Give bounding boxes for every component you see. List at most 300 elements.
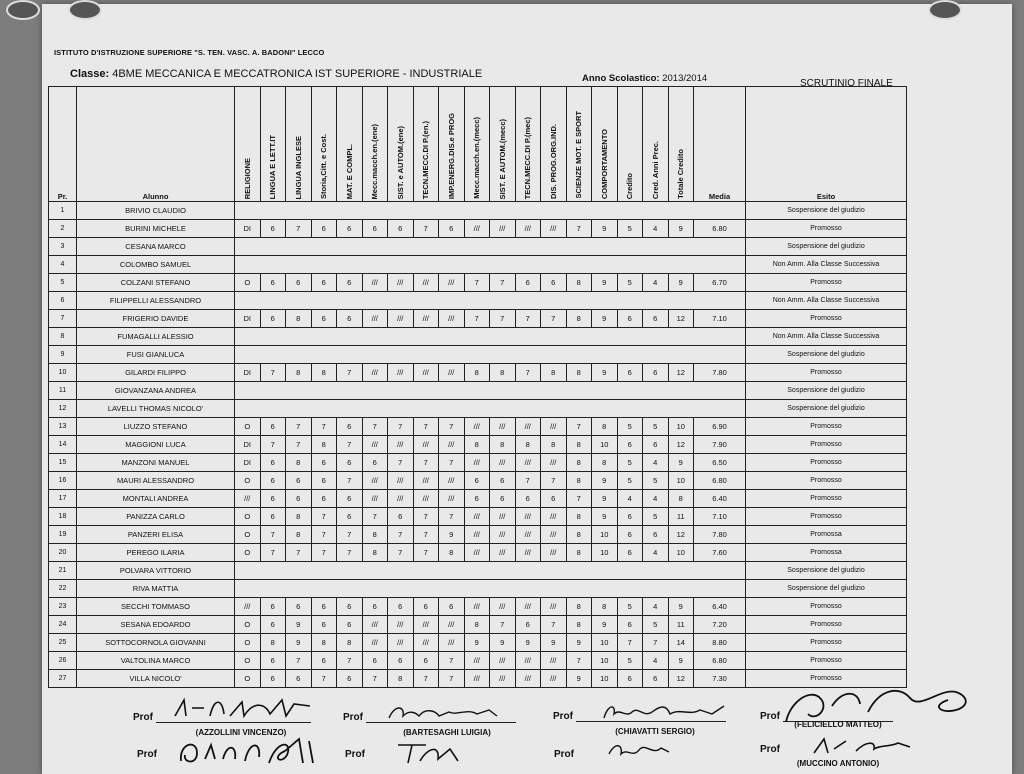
student-name: RIVA MATTIA — [77, 580, 235, 598]
grade-cell: /// — [235, 490, 261, 508]
esito-cell: Promosso — [746, 418, 907, 436]
student-name: SOTTOCORNOLA GIOVANNI — [77, 634, 235, 652]
student-name: BRIVIO CLAUDIO — [77, 202, 235, 220]
grade-cell: 8 — [388, 670, 414, 688]
teacher-name: (AZZOLLINI VINCENZO) — [195, 728, 287, 737]
grade-cell: 9 — [668, 454, 694, 472]
handwritten-signature — [605, 738, 675, 762]
grade-cell: 6 — [286, 274, 312, 292]
grade-cell: 7 — [337, 652, 363, 670]
esito-cell: Non Amm. Alla Classe Successiva — [746, 292, 907, 310]
header-subject-label: Cred. Anni Prec. — [650, 140, 660, 199]
media-cell: 6.80 — [694, 472, 746, 490]
grade-cell: 7 — [311, 544, 337, 562]
student-name: GILARDI FILIPPO — [77, 364, 235, 382]
grade-cell: /// — [388, 310, 414, 328]
grade-cell: 6 — [515, 274, 541, 292]
row-number: 27 — [49, 670, 77, 688]
signature-prof-label: Prof — [133, 712, 153, 723]
grade-cell: 9 — [592, 310, 618, 328]
grade-cell: /// — [515, 526, 541, 544]
grade-cell: 7 — [464, 310, 490, 328]
grade-cell: /// — [413, 490, 439, 508]
grade-cell: 7 — [439, 670, 465, 688]
grades-table — [48, 86, 907, 688]
signature-prof-label: Prof — [760, 744, 780, 755]
grade-cell: 9 — [286, 634, 312, 652]
signature-6 — [345, 749, 365, 760]
table-row — [49, 328, 907, 346]
grade-cell: /// — [464, 454, 490, 472]
grade-cell: 9 — [592, 274, 618, 292]
signature-5 — [137, 749, 157, 760]
signature-prof-label: Prof — [345, 749, 365, 760]
media-cell: 7.80 — [694, 364, 746, 382]
grade-cell: 8 — [566, 310, 592, 328]
signature-prof-label: Prof — [137, 749, 157, 760]
esito-cell: Promosso — [746, 472, 907, 490]
student-name: PANIZZA CARLO — [77, 508, 235, 526]
grade-cell: /// — [362, 616, 388, 634]
grade-cell: 8 — [566, 436, 592, 454]
esito-cell: Promosso — [746, 454, 907, 472]
grade-cell: 7 — [541, 616, 567, 634]
class-line — [70, 68, 482, 80]
student-name: FUMAGALLI ALESSIO — [77, 328, 235, 346]
grade-cell: 6 — [515, 490, 541, 508]
grade-cell: 6 — [311, 220, 337, 238]
esito-cell: Promosso — [746, 670, 907, 688]
grade-cell: 9 — [592, 364, 618, 382]
row-number: 24 — [49, 616, 77, 634]
table-row — [49, 202, 907, 220]
grade-cell: 8 — [286, 508, 312, 526]
grade-cell: 6 — [617, 436, 643, 454]
grade-cell: 8 — [362, 526, 388, 544]
grade-cell: 7 — [260, 436, 286, 454]
media-cell: 6.90 — [694, 418, 746, 436]
grade-cell: 6 — [515, 616, 541, 634]
grade-cell: 7 — [388, 418, 414, 436]
handwritten-signature — [175, 735, 325, 767]
table-row — [49, 346, 907, 364]
student-name: POLVARA VITTORIO — [77, 562, 235, 580]
grade-cell: /// — [490, 454, 516, 472]
grade-cell: 9 — [592, 508, 618, 526]
grade-cell: 7 — [566, 490, 592, 508]
grade-cell: O — [235, 472, 261, 490]
grade-cell: 8 — [566, 364, 592, 382]
grade-cell: 7 — [439, 652, 465, 670]
header-subject — [490, 87, 516, 202]
grade-cell: 6 — [260, 310, 286, 328]
handwritten-signature — [600, 700, 730, 726]
esito-cell: Non Amm. Alla Classe Successiva — [746, 256, 907, 274]
media-cell: 6.50 — [694, 454, 746, 472]
grade-cell: 6 — [388, 220, 414, 238]
grade-cell: /// — [464, 220, 490, 238]
grade-cell: 6 — [362, 454, 388, 472]
grade-cell: 7 — [337, 472, 363, 490]
grade-cell: 6 — [337, 616, 363, 634]
grade-cell: 8 — [566, 472, 592, 490]
grade-cell: /// — [388, 274, 414, 292]
grade-cell: 6 — [413, 652, 439, 670]
header-subject-label: COMPORTAMENTO — [599, 128, 609, 199]
esito-cell: Sospensione del giudizio — [746, 580, 907, 598]
student-name: SECCHI TOMMASO — [77, 598, 235, 616]
grade-cell: O — [235, 418, 261, 436]
pin-second — [68, 0, 102, 20]
grade-cell: /// — [362, 310, 388, 328]
grade-cell: 9 — [439, 526, 465, 544]
grade-cell: 6 — [311, 310, 337, 328]
grade-cell: DI — [235, 220, 261, 238]
grade-cell: 8 — [311, 634, 337, 652]
grade-cell: /// — [362, 436, 388, 454]
grade-cell: 6 — [286, 670, 312, 688]
teacher-name: (MUCCINO ANTONIO) — [796, 759, 880, 768]
grade-cell: 11 — [668, 508, 694, 526]
grade-cell: 5 — [643, 418, 669, 436]
header-subject — [643, 87, 669, 202]
grade-cell: /// — [464, 508, 490, 526]
header-subject-label: Mecc.macch.en.(ene) — [370, 123, 380, 199]
empty-grades-cell — [235, 400, 746, 418]
grade-cell: 5 — [643, 508, 669, 526]
row-number: 16 — [49, 472, 77, 490]
header-subject — [541, 87, 567, 202]
grade-cell: O — [235, 526, 261, 544]
grade-cell: 10 — [592, 652, 618, 670]
student-name: COLOMBO SAMUEL — [77, 256, 235, 274]
table-row — [49, 544, 907, 562]
grade-cell: /// — [439, 490, 465, 508]
grade-cell: /// — [362, 274, 388, 292]
grade-cell: 4 — [643, 598, 669, 616]
esito-cell: Sospensione del giudizio — [746, 238, 907, 256]
media-cell: 7.20 — [694, 616, 746, 634]
grade-cell: O — [235, 670, 261, 688]
media-cell: 6.80 — [694, 220, 746, 238]
media-cell: 6.80 — [694, 652, 746, 670]
handwritten-signature — [780, 682, 980, 726]
grade-cell: /// — [464, 670, 490, 688]
esito-cell: Promosso — [746, 634, 907, 652]
header-subject — [464, 87, 490, 202]
header-subject — [566, 87, 592, 202]
table-row — [49, 400, 907, 418]
student-name: SESANA EDOARDO — [77, 616, 235, 634]
esito-cell: Promosso — [746, 274, 907, 292]
grade-cell: 4 — [643, 454, 669, 472]
grade-cell: /// — [464, 418, 490, 436]
grade-cell: 9 — [566, 670, 592, 688]
esito-cell: Promossa — [746, 544, 907, 562]
school-year — [582, 73, 707, 84]
grade-cell: /// — [413, 634, 439, 652]
grade-cell: 7 — [311, 418, 337, 436]
row-number: 19 — [49, 526, 77, 544]
student-name: CESANA MARCO — [77, 238, 235, 256]
row-number: 18 — [49, 508, 77, 526]
grade-cell: 9 — [566, 634, 592, 652]
table-row — [49, 580, 907, 598]
grade-cell: 7 — [413, 544, 439, 562]
grade-cell: 6 — [337, 598, 363, 616]
header-subject-label: SCIENZE MOT. E SPORT — [574, 111, 584, 199]
grade-cell: /// — [439, 634, 465, 652]
grade-cell: 6 — [617, 616, 643, 634]
grade-cell: 7 — [286, 652, 312, 670]
student-name: MONTALI ANDREA — [77, 490, 235, 508]
grade-cell: 12 — [668, 436, 694, 454]
media-cell: 6.70 — [694, 274, 746, 292]
row-number: 4 — [49, 256, 77, 274]
table-row — [49, 472, 907, 490]
grade-cell: 6 — [617, 670, 643, 688]
student-name: FILIPPELLI ALESSANDRO — [77, 292, 235, 310]
grade-cell: O — [235, 652, 261, 670]
header-subject — [439, 87, 465, 202]
grade-cell: 4 — [643, 220, 669, 238]
header-subject-label: LINGUA INGLESE — [293, 135, 303, 199]
grade-cell: 6 — [643, 364, 669, 382]
grade-cell: /// — [541, 544, 567, 562]
row-number: 10 — [49, 364, 77, 382]
grade-cell: 7 — [464, 274, 490, 292]
table-row — [49, 598, 907, 616]
grade-cell: 8 — [490, 436, 516, 454]
esito-cell: Sospensione del giudizio — [746, 202, 907, 220]
table-row — [49, 508, 907, 526]
grade-cell: 7 — [388, 526, 414, 544]
grade-cell: 6 — [311, 274, 337, 292]
grade-cell: /// — [439, 472, 465, 490]
grade-cell: 6 — [464, 472, 490, 490]
pin-right — [928, 0, 962, 20]
grade-cell: 8 — [566, 526, 592, 544]
row-number: 1 — [49, 202, 77, 220]
grade-cell: 7 — [413, 454, 439, 472]
grade-cell: 6 — [388, 508, 414, 526]
grade-cell: 6 — [260, 670, 286, 688]
grade-cell: 7 — [541, 472, 567, 490]
grade-cell: 6 — [337, 310, 363, 328]
esito-cell: Sospensione del giudizio — [746, 346, 907, 364]
header-subject — [337, 87, 363, 202]
esito-cell: Sospensione del giudizio — [746, 382, 907, 400]
header-subject-label: MAT. E COMPL. — [344, 143, 354, 199]
grade-cell: /// — [464, 544, 490, 562]
grade-cell: /// — [541, 526, 567, 544]
grade-cell: /// — [439, 274, 465, 292]
student-name: FRIGERIO DAVIDE — [77, 310, 235, 328]
student-name: MANZONI MANUEL — [77, 454, 235, 472]
grade-cell: /// — [490, 508, 516, 526]
grade-cell: DI — [235, 436, 261, 454]
row-number: 3 — [49, 238, 77, 256]
grade-cell: 7 — [286, 418, 312, 436]
header-subject-label: Mecc.macch.en.(mecc) — [472, 117, 482, 199]
grade-cell: 6 — [260, 616, 286, 634]
grade-cell: 8 — [592, 454, 618, 472]
grade-cell: /// — [541, 454, 567, 472]
grade-cell: 6 — [337, 454, 363, 472]
esito-cell: Promosso — [746, 364, 907, 382]
empty-grades-cell — [235, 562, 746, 580]
grade-cell: 9 — [541, 634, 567, 652]
grade-cell: 12 — [668, 526, 694, 544]
student-name: BURINI MICHELE — [77, 220, 235, 238]
grade-cell: 10 — [592, 436, 618, 454]
grade-cell: 8 — [311, 436, 337, 454]
grade-cell: /// — [490, 670, 516, 688]
grade-cell: 6 — [490, 472, 516, 490]
grade-cell: 9 — [592, 490, 618, 508]
row-number: 9 — [49, 346, 77, 364]
grade-cell: 6 — [337, 490, 363, 508]
media-cell: 7.80 — [694, 526, 746, 544]
grade-cell: 6 — [362, 652, 388, 670]
grade-cell: /// — [541, 508, 567, 526]
empty-grades-cell — [235, 382, 746, 400]
header-subject — [668, 87, 694, 202]
grade-cell: 7 — [286, 436, 312, 454]
grade-cell: /// — [362, 634, 388, 652]
grade-cell: DI — [235, 310, 261, 328]
grade-cell: 7 — [260, 364, 286, 382]
grade-cell: 10 — [592, 670, 618, 688]
grade-cell: 8 — [668, 490, 694, 508]
table-row — [49, 526, 907, 544]
student-name: GIOVANZANA ANDREA — [77, 382, 235, 400]
grade-cell: 7 — [337, 526, 363, 544]
grade-cell: 7 — [413, 526, 439, 544]
grade-cell: 5 — [617, 418, 643, 436]
grade-cell: 5 — [643, 616, 669, 634]
grade-cell: 7 — [413, 418, 439, 436]
grade-cell: 7 — [490, 274, 516, 292]
table-row — [49, 382, 907, 400]
table-row — [49, 436, 907, 454]
grade-cell: 8 — [515, 436, 541, 454]
grade-cell: /// — [490, 544, 516, 562]
grade-cell: 6 — [311, 652, 337, 670]
grade-cell: 5 — [617, 472, 643, 490]
school-name: ISTITUTO D'ISTRUZIONE SUPERIORE "S. TEN. VASC. A. BADONI" LECCO — [54, 48, 325, 57]
grade-cell: 7 — [337, 544, 363, 562]
grade-cell: 6 — [311, 472, 337, 490]
grade-cell: 6 — [643, 310, 669, 328]
grade-cell: 9 — [668, 598, 694, 616]
grade-cell: 6 — [311, 490, 337, 508]
grade-cell: 7 — [286, 220, 312, 238]
grade-cell: 7 — [388, 544, 414, 562]
grade-cell: 8 — [592, 598, 618, 616]
grade-cell: 6 — [311, 454, 337, 472]
grade-cell: 8 — [311, 364, 337, 382]
student-name: MAGGIONI LUCA — [77, 436, 235, 454]
row-number: 5 — [49, 274, 77, 292]
row-number: 17 — [49, 490, 77, 508]
row-number: 20 — [49, 544, 77, 562]
empty-grades-cell — [235, 346, 746, 364]
grade-cell: 8 — [362, 544, 388, 562]
row-number: 6 — [49, 292, 77, 310]
grade-cell: 6 — [541, 274, 567, 292]
grade-cell: /// — [541, 670, 567, 688]
grade-cell: 8 — [541, 436, 567, 454]
grade-cell: /// — [464, 598, 490, 616]
grade-cell: 6 — [490, 490, 516, 508]
grade-cell: 6 — [260, 508, 286, 526]
grade-cell: /// — [490, 652, 516, 670]
row-number: 22 — [49, 580, 77, 598]
school-year-value: 2013/2014 — [662, 73, 708, 84]
grade-cell: /// — [490, 526, 516, 544]
grade-cell: 8 — [286, 526, 312, 544]
empty-grades-cell — [235, 238, 746, 256]
header-subject-label: SIST. e AUTOM.(ene) — [395, 125, 405, 199]
grade-cell: 9 — [592, 616, 618, 634]
grade-cell: 12 — [668, 364, 694, 382]
row-number: 23 — [49, 598, 77, 616]
student-name: LIUZZO STEFANO — [77, 418, 235, 436]
row-number: 12 — [49, 400, 77, 418]
signature-8 — [760, 744, 880, 768]
grade-cell: /// — [413, 364, 439, 382]
header-subject-label: Totale Credito — [676, 149, 686, 199]
grade-cell: 8 — [592, 418, 618, 436]
signature-prof-label: Prof — [554, 749, 574, 760]
row-number: 26 — [49, 652, 77, 670]
grade-cell: 7 — [260, 526, 286, 544]
esito-cell: Promosso — [746, 490, 907, 508]
grade-cell: /// — [490, 598, 516, 616]
grade-cell: 8 — [566, 616, 592, 634]
header-subject — [260, 87, 286, 202]
grade-cell: 8 — [286, 364, 312, 382]
empty-grades-cell — [235, 202, 746, 220]
student-name: VALTOLINA MARCO — [77, 652, 235, 670]
grade-cell: 7 — [439, 418, 465, 436]
media-cell: 6.40 — [694, 490, 746, 508]
header-subject-label: IMP.ENERG.DIS.e PROG — [446, 112, 456, 199]
class-value: 4BME MECCANICA E MECCATRONICA IST SUPERIORE - INDUSTRIALE — [112, 68, 483, 80]
grade-cell: 6 — [643, 670, 669, 688]
grade-cell: 7 — [362, 670, 388, 688]
grade-cell: 6 — [362, 598, 388, 616]
table-row — [49, 292, 907, 310]
grade-cell: 6 — [541, 490, 567, 508]
signature-prof-label: Prof — [553, 711, 573, 722]
grade-cell: /// — [515, 544, 541, 562]
grade-cell: 6 — [286, 598, 312, 616]
media-cell: 7.10 — [694, 508, 746, 526]
handwritten-signature — [385, 702, 505, 724]
media-cell: 7.10 — [694, 310, 746, 328]
header-subject — [413, 87, 439, 202]
table-row — [49, 454, 907, 472]
grade-cell: /// — [515, 454, 541, 472]
grade-cell: /// — [439, 436, 465, 454]
signature-prof-label: Prof — [343, 712, 363, 723]
empty-grades-cell — [235, 292, 746, 310]
grade-cell: /// — [515, 670, 541, 688]
grade-cell: 7 — [541, 310, 567, 328]
grade-cell: 6 — [439, 598, 465, 616]
